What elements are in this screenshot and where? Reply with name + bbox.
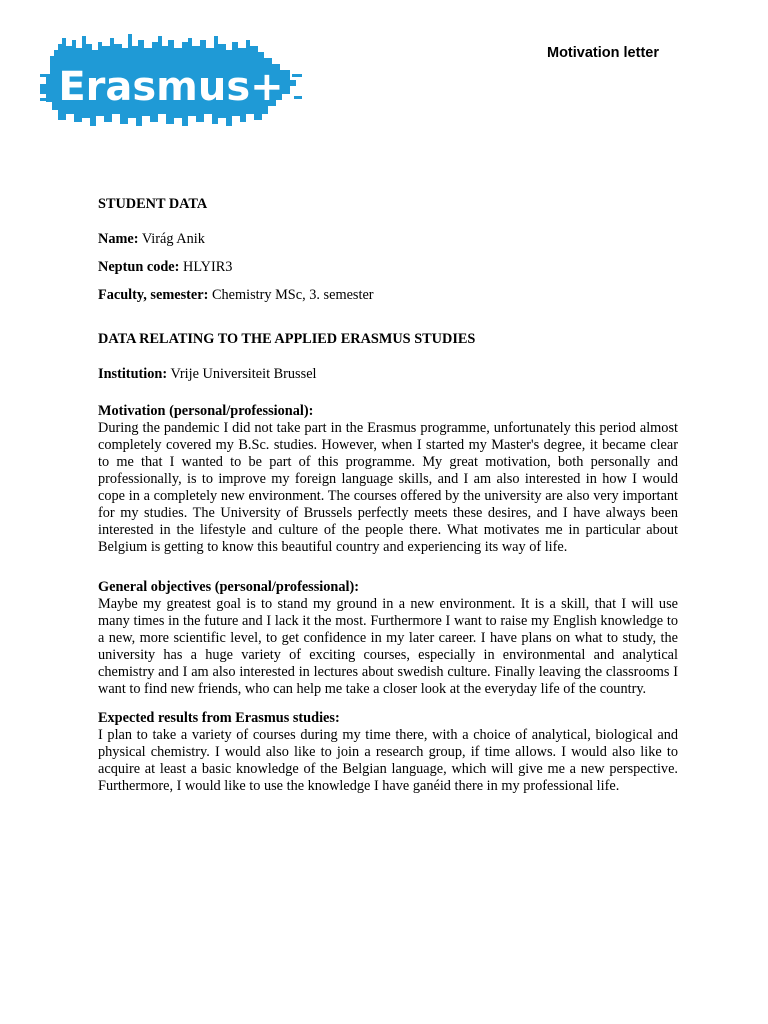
neptun-field xyxy=(98,257,678,277)
expected-results-section xyxy=(98,709,678,795)
section-paragraph: During the pandemic I did not take part in the Erasmus programme, unfortunately this period almost completely covered my B.Sc. studies. However, when I started my Master's degree, it became clear to me that I wanted to be part of this programme. My great motivation, both personally and professionally, is to improve my foreign language skills, and I am also interested in how I would cope in a completely new environment. The courses offered by the university are also very important for my studies. The University of Brussels perfectly meets these desires, and I have always been interested in the lifestyle and culture of the people there. What motivates me in particular about Belgium is getting to know this beautiful country and experiencing its way of life. xyxy=(98,420,678,555)
erasmus-data-heading: DATA RELATING TO THE APPLIED ERASMUS STUDIES xyxy=(98,331,476,347)
faculty-label: Faculty, semester: xyxy=(98,287,209,303)
faculty-value: Chemistry MSc, 3. semester xyxy=(211,287,374,303)
section-paragraph: I plan to take a variety of courses during my time there, with a choice of analytical, biological and physical chemistry. I would also like to join a research group, if time allows. I would also like to acquire at least a basic knowledge of the Belgian language, which will give me a new perspective. Furthermore, I would like to use the knowledge I have ganéid there in my professional life. xyxy=(98,727,678,794)
institution-value: Vrije Universiteit Brussel xyxy=(170,366,317,382)
logo-wordmark: Erasmus+ xyxy=(58,64,284,110)
section-title: General objectives (personal/professional): xyxy=(98,579,360,595)
neptun-value: HLYIR3 xyxy=(183,259,233,275)
section-paragraph: Maybe my greatest goal is to stand my ground in a new environment. It is a skill, that I will use many times in the future and I lack it the most. Furthermore I want to raise my English knowledge to a new, more scientific level, to get confidence in my later career. I have plans on what to study, the university has a huge variety of exciting courses, especially in environmental and analytical chemistry and I am also interested in lectures about swedish culture. Finally leaving the classrooms I want to find new friends, who can help me take a closer look at the everyday life of the country. xyxy=(98,596,678,697)
faculty-field xyxy=(98,285,678,305)
institution-field xyxy=(98,364,678,384)
letter-body xyxy=(98,194,678,795)
name-value: Virág Anik xyxy=(141,231,205,247)
motivation-section xyxy=(98,402,678,556)
neptun-label: Neptun code: xyxy=(98,259,180,275)
name-label: Name: xyxy=(98,231,139,247)
document-title: Motivation letter xyxy=(547,45,659,61)
section-title: Expected results from Erasmus studies: xyxy=(98,710,340,726)
name-field xyxy=(98,229,678,249)
objectives-section xyxy=(98,578,678,698)
institution-label: Institution: xyxy=(98,366,168,382)
section-title: Motivation (personal/professional): xyxy=(98,403,314,419)
student-data-heading: STUDENT DATA xyxy=(98,196,208,212)
erasmus-plus-logo xyxy=(40,34,302,128)
